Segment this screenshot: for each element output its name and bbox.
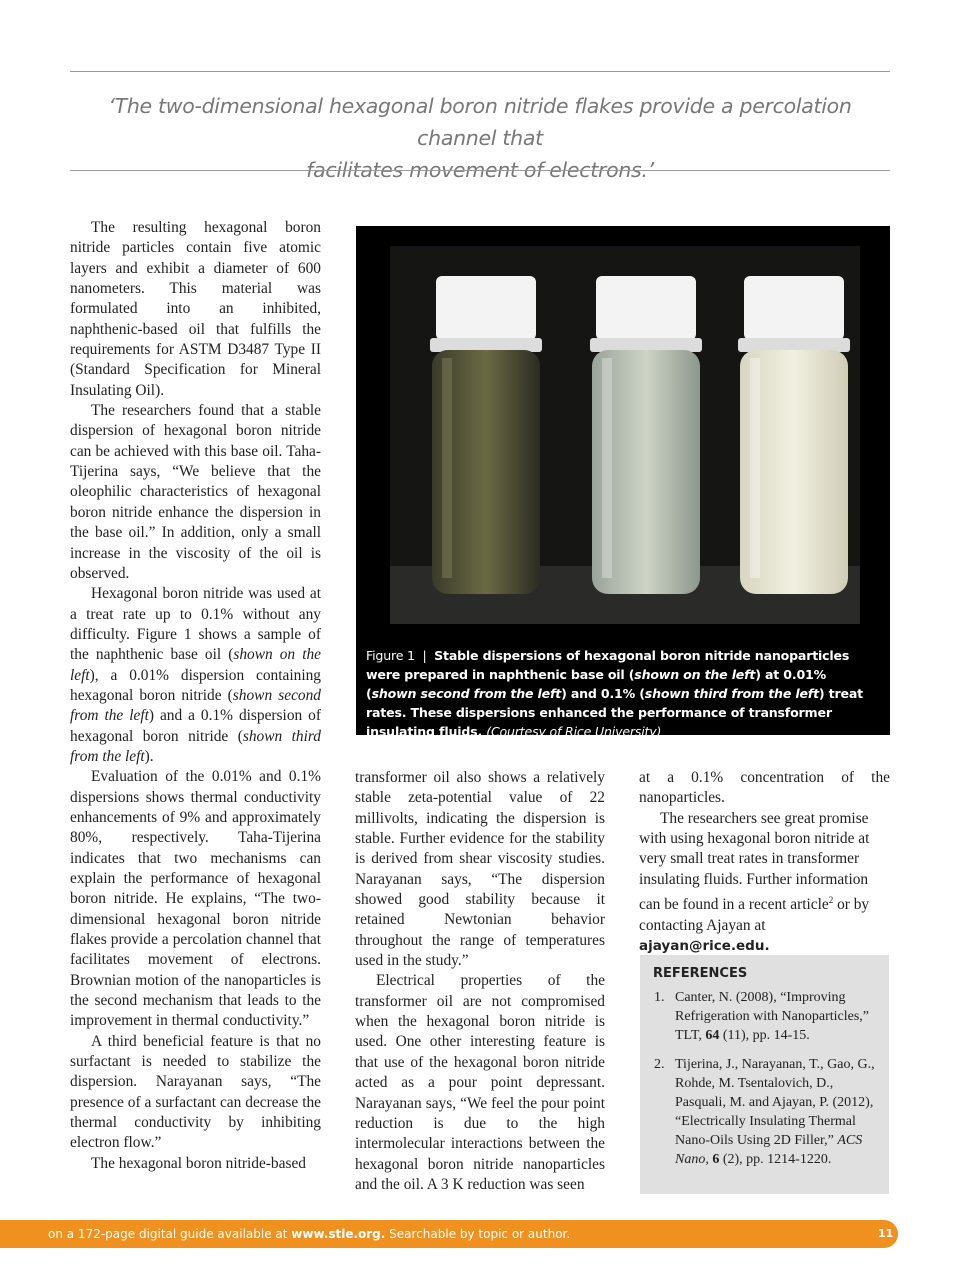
italic-text: shown on the left [70, 646, 322, 684]
footnote-ref: 2 [828, 895, 834, 906]
footer-bar [0, 1220, 898, 1248]
text-run: Hexagonal boron nitride was used at a treat rate up to 0.1% without any difficulty. Figure 1 shows a sample of the naphthenic base oil ( [70, 585, 321, 664]
paragraph [639, 809, 890, 957]
caption-text: ) and 0.1% ( [561, 686, 645, 701]
text-run: or by contacting Ajayan at [639, 896, 870, 934]
photo-credit: (Courtesy of Rice University) [486, 724, 662, 739]
volume: 6 [712, 1152, 720, 1167]
bottom-rule [70, 170, 890, 171]
caption-text: ) treat rates. These dispersions enhanced the performance of transformer insulating fluids. [366, 686, 863, 739]
caption-text: ) at 0.01% ( [366, 667, 826, 701]
paragraph: The resulting hexagonal boron nitride particles contain five atomic layers and exhibit a diameter of 600 nanometers. This material was formulated into an inhibited, naphthenic-based oil that fulfills the requirements for ASTM D3487 Type II (Standard Specification for Mineral Insulating Oil). [70, 219, 321, 399]
paragraph [70, 584, 321, 767]
text-run: ), a 0.01% dispersion containing hexagonal boron nitride ( [70, 666, 321, 704]
journal-name: ACS Nano [675, 1133, 863, 1167]
vials-photo [390, 246, 860, 624]
article-column-3 [639, 768, 890, 956]
volume: 64 [705, 1028, 720, 1043]
pull-quote [80, 90, 880, 186]
paragraph: Electrical properties of the transformer oil are not compromised when the hexagonal boron nitride is used. One other interesting feature is that use of the hexagonal boron nitride acted as a pour point depressant. Narayanan says, “We feel the pour point reduction is due to the high intermolecular interactions between the hexagonal boron nitride nanoparticles and the oil. A 3 K reduction was seen [355, 972, 605, 1193]
text-run: (2), pp. 1214-1220. [719, 1152, 832, 1167]
pull-quote-line-2: facilitates movement of electrons.’ [306, 158, 654, 182]
caption-italic: shown third from the left [644, 686, 819, 701]
text-run: ). [144, 747, 154, 765]
text-run: Searchable by topic or author. [385, 1227, 571, 1241]
italic-text: shown second from the left [70, 686, 321, 725]
text-run: The researchers see great promise with using hexagonal boron nitride at very small treat rates in transformer insulating fluids. Further information can be found in a recent article [639, 809, 870, 914]
text-run: on a 172-page digital guide available at [48, 1227, 292, 1241]
vial-0-01-percent [590, 276, 702, 594]
paragraph: The researchers found that a stable dispersion of hexagonal boron nitride can be achieved with this base oil. Taha-Tijerina says, “We believe that the oleophilic characteristics of hexagonal boron nitride enhance the dispersion in the base oil.” In addition, only a small increase in the viscosity of the oil is observed. [70, 402, 321, 582]
text-run: Tijerina, J., Narayanan, T., Gao, G., Rohde, M. Tsentalovich, D., Pasquali, M. and Ajayan, P. (2012), “Electrically Insulating Thermal Nano-Oils Using 2D Filler,” [675, 1057, 875, 1148]
article-column-2 [355, 768, 605, 1195]
footer-link[interactable]: www.stle.org. [291, 1227, 386, 1241]
article-column-1 [70, 218, 321, 1174]
text-run: ) and a 0.1% dispersion of hexagonal boron nitride ( [70, 707, 321, 745]
vial-base-oil [430, 276, 542, 594]
text-run: , [705, 1152, 713, 1167]
references-box [640, 955, 889, 1194]
caption-italic: shown on the left [634, 667, 756, 682]
references-heading: REFERENCES [653, 966, 748, 981]
reference-item [640, 988, 889, 1045]
page-number: 11 [878, 1227, 894, 1240]
paragraph: at a 0.1% concentration of the nanoparticles. [639, 769, 890, 807]
vial-0-1-percent [738, 276, 850, 594]
paragraph: transformer oil also shows a relatively stable zeta-potential value of 22 millivolts, indicating the dispersion is stable. Further evidence for the stability is derived from shear viscosity studies. Narayanan says, “The dispersion showed good stability because it retained Newtonian behavior throughout the range of temperatures used in the study.” [355, 769, 605, 970]
figure-1 [356, 226, 890, 739]
figure-label: Figure 1 | [366, 648, 435, 663]
footer-text [48, 1227, 570, 1241]
figure-caption [366, 646, 880, 741]
paragraph: The hexagonal boron nitride-based [91, 1154, 306, 1172]
paragraph: A third beneficial feature is that no surfactant is needed to stabilize the dispersion. Narayanan says, “The presence of a surfactant can decrease the thermal conductivity by inhibiting electron flow.” [70, 1032, 321, 1152]
caption-italic: shown second from the left [371, 686, 562, 701]
email-link[interactable]: ajayan@rice.edu. [639, 937, 770, 954]
top-rule [70, 71, 890, 72]
pull-quote-line-1: ‘The two-dimensional hexagonal boron nitride flakes provide a percolation channel that [108, 94, 852, 150]
reference-number: 2. [654, 1057, 665, 1072]
text-run: (11), pp. 14-15. [719, 1028, 810, 1043]
references-list [640, 988, 889, 1179]
caption-text: Stable dispersions of hexagonal boron nitride nanoparticles were prepared in naphthenic base oil ( [366, 648, 850, 682]
reference-item [640, 1055, 889, 1169]
reference-number: 1. [654, 990, 665, 1005]
italic-text: shown third from the left [70, 727, 321, 765]
paragraph: Evaluation of the 0.01% and 0.1% dispersions shows thermal conductivity enhancements of 9% and approximately 80%, respectively. Taha-Tijerina indicates that two mechanisms can explain the performance of hexagonal boron nitride. He explains, “The two-dimensional hexagonal boron nitride flakes provide a percolation channel that facilitates movement of electrons. Brownian motion of the nanoparticles is the second mechanism that leads to the improvement in thermal conductivity.” [70, 768, 321, 1030]
text-run: Canter, N. (2008), “Improving Refrigeration with Nanoparticles,” TLT, [675, 990, 869, 1043]
